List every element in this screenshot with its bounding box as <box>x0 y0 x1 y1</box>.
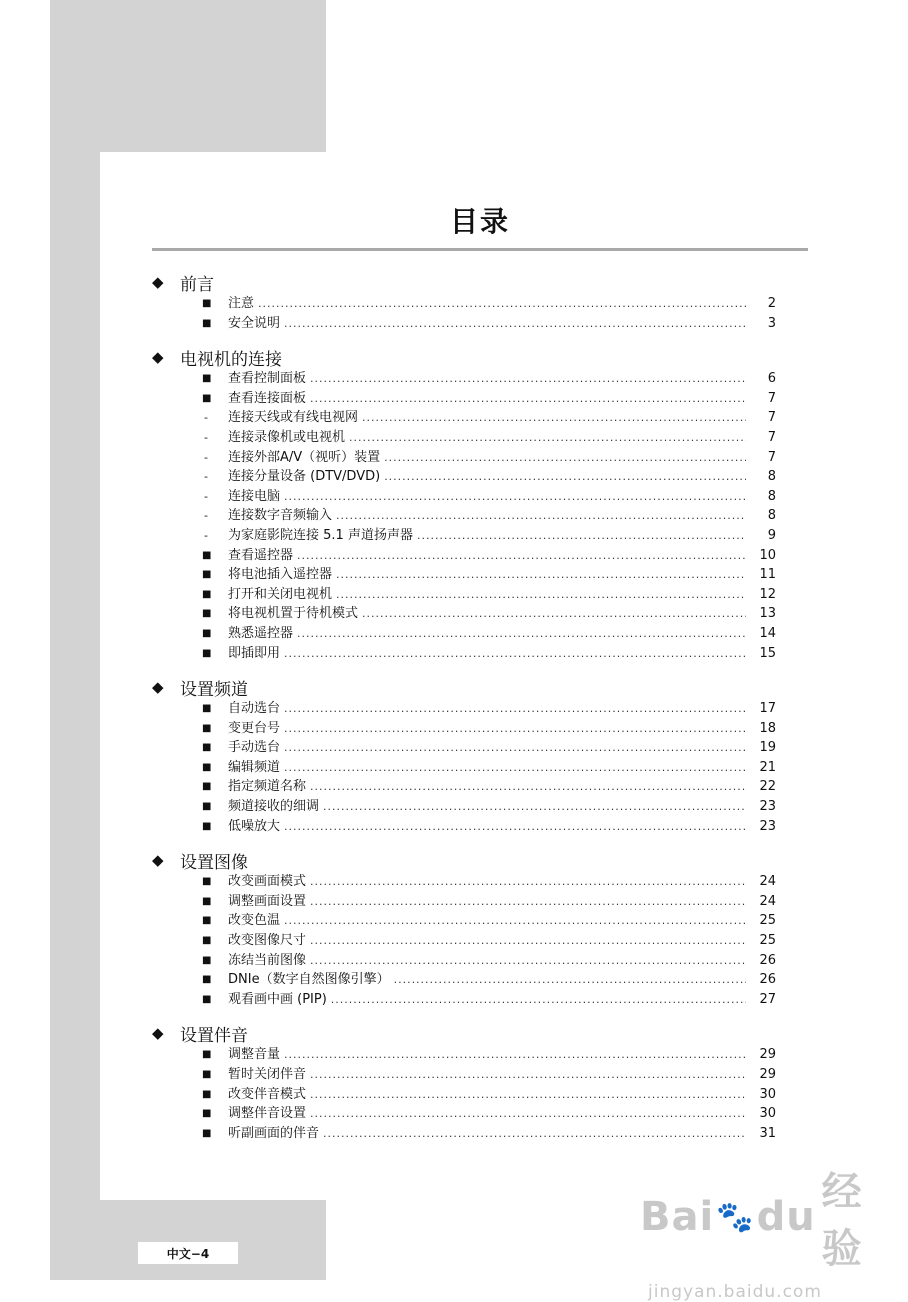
square-bullet-icon: ■ <box>202 761 212 773</box>
section-heading-text: 设置图像 <box>180 852 248 873</box>
entry-label: 变更台号 <box>228 720 281 736</box>
square-bullet-icon: ■ <box>202 742 212 754</box>
entry-page-number: 8 <box>767 488 776 504</box>
dot-leader <box>310 389 746 409</box>
toc-section <box>152 270 776 333</box>
entry-label: 连接分量设备 (DTV/DVD) <box>228 469 381 485</box>
entry-label: 查看控制面板 <box>228 371 307 387</box>
dot-leader <box>284 314 746 334</box>
section-heading-text: 设置伴音 <box>180 1025 248 1046</box>
toc-entry[interactable] <box>152 738 776 758</box>
dot-leader <box>349 428 746 448</box>
dot-leader <box>310 951 746 971</box>
dot-leader <box>362 604 746 624</box>
toc-entry[interactable] <box>152 585 776 605</box>
entry-page-number: 31 <box>759 1125 776 1141</box>
square-bullet-icon: ■ <box>202 974 212 986</box>
diamond-bullet-icon: ◆ <box>152 851 164 870</box>
entry-label: 改变伴音模式 <box>228 1086 307 1102</box>
toc-section <box>152 848 776 1009</box>
section-heading[interactable] <box>152 345 776 369</box>
dot-leader <box>284 911 746 931</box>
dash-bullet-icon: - <box>204 489 208 503</box>
square-bullet-icon: ■ <box>202 915 212 927</box>
section-heading[interactable] <box>152 1021 776 1045</box>
dash-bullet-icon: - <box>204 528 208 542</box>
paw-icon: 🐾 <box>716 1199 755 1235</box>
square-bullet-icon: ■ <box>202 1069 212 1080</box>
square-bullet-icon: ■ <box>202 588 212 600</box>
entry-label: 连接外部A/V（视听）装置 <box>228 449 381 465</box>
dot-leader <box>284 1045 746 1065</box>
toc-entry[interactable] <box>152 294 776 314</box>
entry-label: 改变画面模式 <box>228 874 307 890</box>
entry-page-number: 29 <box>759 1047 776 1063</box>
section-heading-text: 设置频道 <box>180 679 248 700</box>
toc-entry[interactable] <box>152 797 776 817</box>
dot-leader <box>284 758 746 778</box>
entry-label: 低噪放大 <box>228 818 281 834</box>
entry-page-number: 25 <box>759 933 776 949</box>
entry-label: 暂时关闭伴音 <box>228 1067 307 1082</box>
dot-leader <box>284 817 746 837</box>
entry-page-number: 3 <box>767 315 776 331</box>
toc-entry[interactable] <box>152 990 776 1010</box>
toc-entry[interactable] <box>152 1124 776 1144</box>
dot-leader <box>310 1104 746 1124</box>
entry-page-number: 25 <box>759 913 776 929</box>
entry-page-number: 7 <box>767 449 776 465</box>
entry-label: DNIe（数字自然图像引擎） <box>228 972 390 988</box>
dot-leader <box>384 448 746 468</box>
toc-entry[interactable] <box>152 911 776 931</box>
entry-page-number: 24 <box>759 874 776 890</box>
entry-page-number: 24 <box>759 893 776 909</box>
toc-entry[interactable] <box>152 467 776 487</box>
entry-page-number: 9 <box>767 527 776 543</box>
entry-page-number: 15 <box>759 645 776 661</box>
watermark-logo-c: 经验 <box>821 1169 863 1272</box>
dot-leader <box>284 699 746 719</box>
watermark-logo-a: Bai <box>640 1194 715 1240</box>
dot-leader <box>323 797 746 817</box>
dot-leader <box>310 369 746 389</box>
gray-band-top <box>50 0 326 152</box>
entry-page-number: 10 <box>759 547 776 563</box>
entry-page-number: 8 <box>767 469 776 485</box>
dot-leader <box>310 931 746 951</box>
page-number-footer: 中文−4 <box>138 1242 238 1264</box>
section-heading[interactable] <box>152 270 776 294</box>
toc-entry[interactable] <box>152 872 776 892</box>
toc-entry[interactable] <box>152 777 776 797</box>
toc-entry[interactable] <box>152 314 776 334</box>
entry-label: 注意 <box>228 296 255 311</box>
dot-leader <box>336 585 746 605</box>
entry-label: 调整画面设置 <box>228 893 307 909</box>
entry-label: 调整伴音设置 <box>228 1106 307 1122</box>
square-bullet-icon: ■ <box>202 298 212 309</box>
diamond-bullet-icon: ◆ <box>152 273 164 291</box>
entry-label: 查看连接面板 <box>228 390 307 406</box>
square-bullet-icon: ■ <box>202 722 212 734</box>
gray-band-bottom <box>50 1200 326 1280</box>
entry-page-number: 30 <box>759 1086 776 1102</box>
page-title: 目录 <box>449 205 510 238</box>
dot-leader <box>284 644 746 664</box>
watermark-logo-b: du <box>756 1194 816 1240</box>
section-heading-text: 前言 <box>180 274 214 295</box>
entry-label: 打开和关闭电视机 <box>228 586 333 602</box>
diamond-bullet-icon: ◆ <box>152 678 164 697</box>
dot-leader <box>310 1065 746 1085</box>
toc-entry[interactable] <box>152 546 776 566</box>
entry-label: 自动选台 <box>228 701 281 717</box>
entry-page-number: 14 <box>759 625 776 641</box>
dot-leader <box>336 506 746 526</box>
entry-label: 调整音量 <box>228 1047 281 1063</box>
entry-label: 安全说明 <box>228 315 281 331</box>
toc-entry[interactable] <box>152 699 776 719</box>
toc-entry[interactable] <box>152 1065 776 1085</box>
toc-entry[interactable] <box>152 817 776 837</box>
entry-page-number: 8 <box>767 508 776 524</box>
title-divider <box>152 248 808 251</box>
toc-entry[interactable] <box>152 487 776 507</box>
entry-label: 冻结当前图像 <box>228 952 307 968</box>
diamond-bullet-icon: ◆ <box>152 348 164 367</box>
dot-leader <box>297 546 746 566</box>
toc-section <box>152 675 776 836</box>
entry-label: 改变图像尺寸 <box>228 933 307 949</box>
section-heading[interactable] <box>152 848 776 872</box>
square-bullet-icon: ■ <box>202 392 212 404</box>
toc-entry[interactable] <box>152 526 776 546</box>
toc-entry[interactable] <box>152 644 776 664</box>
dot-leader <box>384 467 746 487</box>
toc-section <box>152 345 776 663</box>
table-of-contents <box>152 270 776 1155</box>
toc-entry[interactable] <box>152 951 776 971</box>
toc-entry[interactable] <box>152 565 776 585</box>
square-bullet-icon: ■ <box>202 993 212 1005</box>
entry-label: 连接数字音频输入 <box>228 508 333 524</box>
dot-leader <box>258 294 746 314</box>
toc-entry[interactable] <box>152 369 776 389</box>
entry-page-number: 23 <box>759 818 776 834</box>
square-bullet-icon: ■ <box>202 549 212 561</box>
entry-page-number: 2 <box>767 296 776 311</box>
entry-page-number: 12 <box>759 586 776 602</box>
dot-leader <box>310 872 746 892</box>
dot-leader <box>310 892 746 912</box>
square-bullet-icon: ■ <box>202 1127 212 1139</box>
toc-entry[interactable] <box>152 719 776 739</box>
entry-label: 将电池插入遥控器 <box>228 567 333 583</box>
square-bullet-icon: ■ <box>202 627 212 639</box>
dash-bullet-icon: - <box>204 430 208 444</box>
entry-page-number: 27 <box>759 991 776 1007</box>
toc-entry[interactable] <box>152 408 776 428</box>
square-bullet-icon: ■ <box>202 801 212 813</box>
entry-page-number: 29 <box>759 1067 776 1082</box>
dot-leader <box>394 970 746 990</box>
entry-page-number: 6 <box>767 371 776 387</box>
diamond-bullet-icon: ◆ <box>152 1024 164 1043</box>
entry-label: 听副画面的伴音 <box>228 1125 320 1141</box>
dot-leader <box>417 526 746 546</box>
entry-label: 编辑频道 <box>228 759 281 775</box>
dot-leader <box>284 487 746 507</box>
dot-leader <box>310 777 746 797</box>
entry-page-number: 7 <box>767 390 776 406</box>
entry-label: 即插即用 <box>228 645 281 661</box>
entry-label: 连接录像机或电视机 <box>228 429 346 445</box>
dot-leader <box>310 1085 746 1105</box>
dot-leader <box>331 990 746 1010</box>
entry-page-number: 26 <box>759 952 776 968</box>
entry-page-number: 26 <box>759 972 776 988</box>
entry-label: 指定频道名称 <box>228 779 307 795</box>
entry-label: 连接天线或有线电视网 <box>228 410 359 426</box>
square-bullet-icon: ■ <box>202 608 212 620</box>
entry-page-number: 21 <box>759 759 776 775</box>
entry-page-number: 17 <box>759 701 776 717</box>
dash-bullet-icon: - <box>204 450 208 464</box>
entry-label: 为家庭影院连接 5.1 声道扬声器 <box>228 527 413 543</box>
dot-leader <box>336 565 746 585</box>
watermark-url: jingyan.baidu.com <box>648 1282 822 1302</box>
entry-page-number: 19 <box>759 740 776 756</box>
square-bullet-icon: ■ <box>202 703 212 715</box>
section-heading[interactable] <box>152 675 776 699</box>
toc-entry[interactable] <box>152 604 776 624</box>
square-bullet-icon: ■ <box>202 935 212 947</box>
square-bullet-icon: ■ <box>202 569 212 581</box>
dot-leader <box>284 719 746 739</box>
entry-page-number: 13 <box>759 606 776 622</box>
toc-entry[interactable] <box>152 506 776 526</box>
watermark-logo <box>640 1160 900 1274</box>
entry-page-number: 7 <box>767 410 776 426</box>
dot-leader <box>297 624 746 644</box>
entry-label: 查看遥控器 <box>228 547 294 563</box>
entry-label: 观看画中画 (PIP) <box>228 991 327 1007</box>
entry-label: 连接电脑 <box>228 488 281 504</box>
toc-entry[interactable] <box>152 624 776 644</box>
dash-bullet-icon: - <box>204 411 208 425</box>
entry-label: 频道接收的细调 <box>228 799 320 815</box>
square-bullet-icon: ■ <box>202 876 212 888</box>
square-bullet-icon: ■ <box>202 1088 212 1100</box>
square-bullet-icon: ■ <box>202 895 212 907</box>
square-bullet-icon: ■ <box>202 1108 212 1120</box>
toc-entry[interactable] <box>152 448 776 468</box>
square-bullet-icon: ■ <box>202 781 212 793</box>
entry-page-number: 30 <box>759 1106 776 1122</box>
gray-band-left <box>50 152 100 1200</box>
square-bullet-icon: ■ <box>202 317 212 329</box>
entry-page-number: 7 <box>767 429 776 445</box>
square-bullet-icon: ■ <box>202 820 212 832</box>
entry-page-number: 22 <box>759 779 776 795</box>
toc-entry[interactable] <box>152 389 776 409</box>
toc-entry[interactable] <box>152 970 776 990</box>
toc-entry[interactable] <box>152 1085 776 1105</box>
toc-entry[interactable] <box>152 758 776 778</box>
dot-leader <box>362 408 746 428</box>
square-bullet-icon: ■ <box>202 647 212 659</box>
toc-entry[interactable] <box>152 931 776 951</box>
toc-entry[interactable] <box>152 1045 776 1065</box>
toc-entry[interactable] <box>152 1104 776 1124</box>
toc-entry[interactable] <box>152 892 776 912</box>
dash-bullet-icon: - <box>204 509 208 523</box>
square-bullet-icon: ■ <box>202 954 212 966</box>
entry-label: 手动选台 <box>228 740 281 756</box>
baidu-watermark <box>640 1160 900 1302</box>
square-bullet-icon: ■ <box>202 1049 212 1061</box>
entry-page-number: 11 <box>759 567 776 583</box>
toc-entry[interactable] <box>152 428 776 448</box>
square-bullet-icon: ■ <box>202 373 212 385</box>
section-heading-text: 电视机的连接 <box>180 349 282 370</box>
dot-leader <box>284 738 746 758</box>
dot-leader <box>323 1124 746 1144</box>
dash-bullet-icon: - <box>204 470 208 484</box>
entry-label: 改变色温 <box>228 913 281 929</box>
entry-label: 熟悉遥控器 <box>228 625 294 641</box>
entry-page-number: 23 <box>759 799 776 815</box>
entry-label: 将电视机置于待机模式 <box>228 606 359 622</box>
page-edge <box>0 0 50 1280</box>
entry-page-number: 18 <box>759 720 776 736</box>
toc-section <box>152 1021 776 1143</box>
